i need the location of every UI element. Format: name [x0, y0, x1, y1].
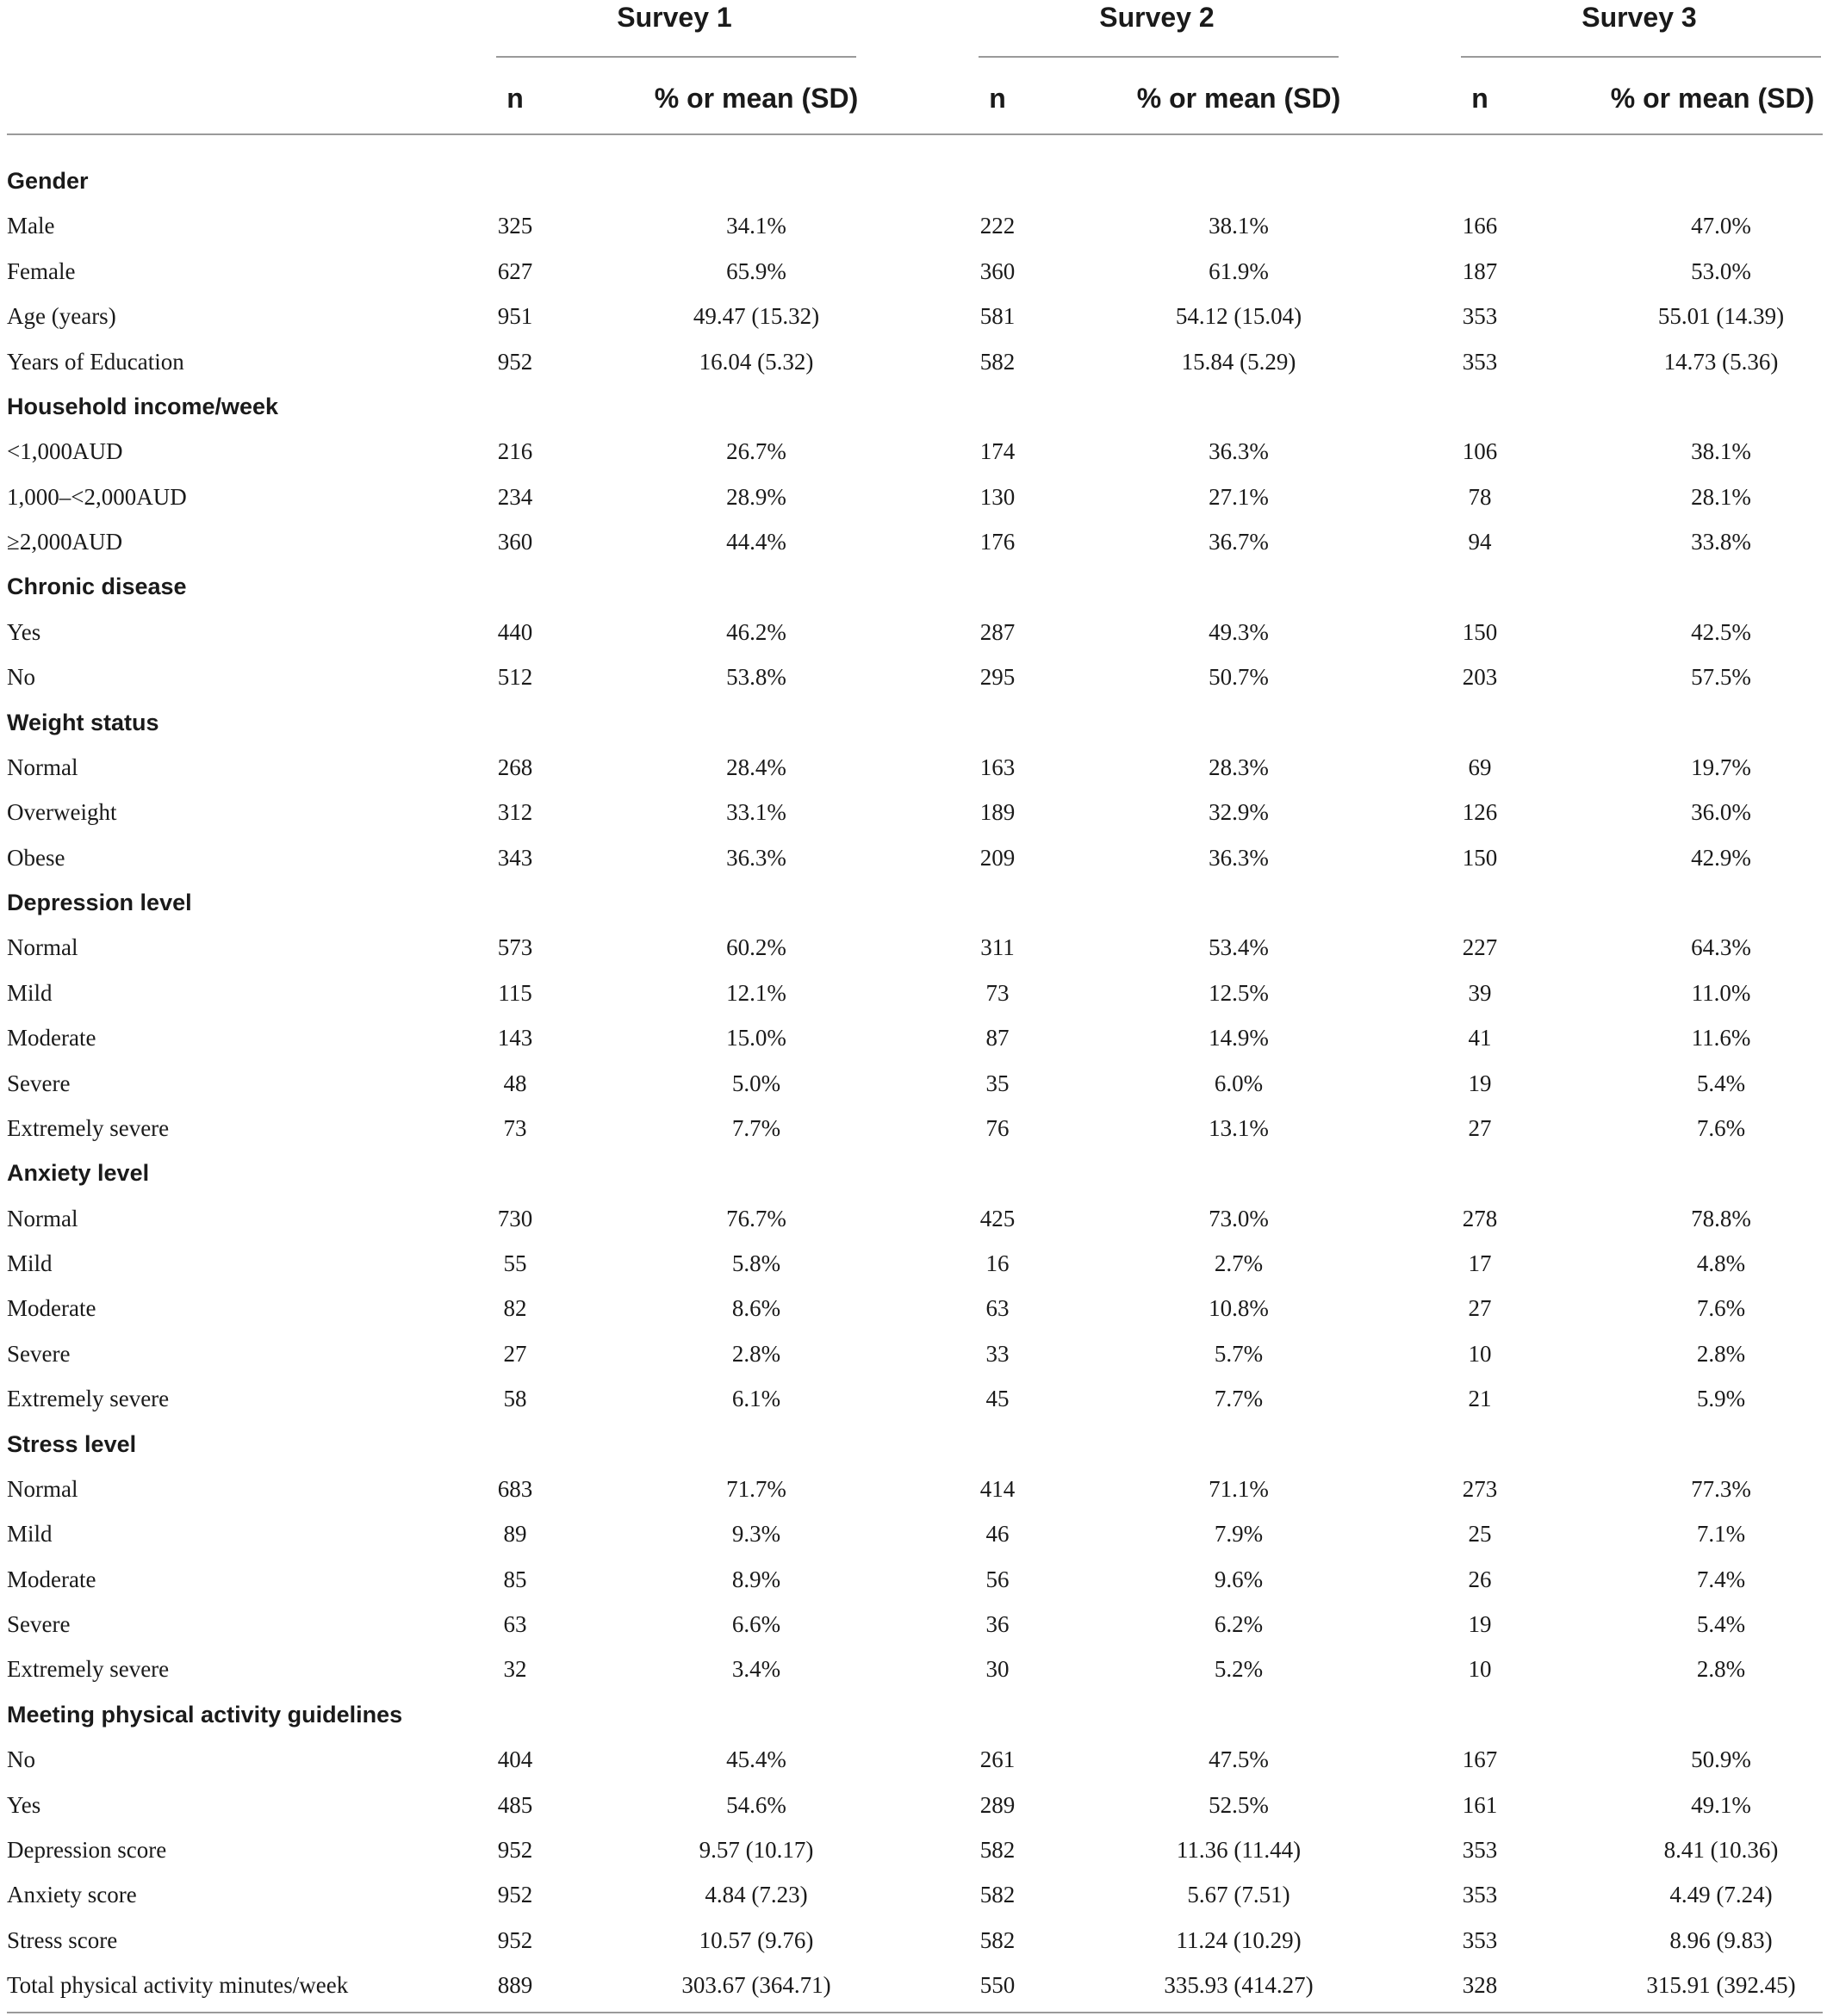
- section-label: Household income/week: [7, 393, 279, 419]
- survey-1-n-cell: 889: [497, 1972, 533, 1998]
- table-row: [7, 1467, 1823, 1511]
- section-header-row: [7, 1692, 1823, 1737]
- survey-3-stat-cell: 57.5%: [1691, 664, 1751, 691]
- row-label: Stress score: [7, 1926, 118, 1953]
- survey-3-n-cell: 27: [1468, 1114, 1492, 1141]
- row-label: Severe: [7, 1340, 71, 1367]
- survey-1-n-cell: 952: [497, 348, 533, 375]
- survey-3-stat-cell: 8.96 (9.83): [1669, 1926, 1773, 1953]
- section-header-row: [7, 1422, 1823, 1467]
- survey-3-stat-cell: 36.0%: [1691, 799, 1751, 826]
- row-label: Moderate: [7, 1025, 96, 1051]
- survey-1-n-cell: 143: [497, 1025, 533, 1051]
- survey-2-stat-cell: 73.0%: [1209, 1205, 1269, 1231]
- survey-1-n-cell: 85: [503, 1566, 527, 1592]
- survey-3-stat-cell: 315.91 (392.45): [1646, 1972, 1796, 1998]
- survey-2-n-cell: 582: [979, 348, 1016, 375]
- survey-3-n-cell: 167: [1462, 1746, 1498, 1773]
- survey-1-n-cell: 573: [497, 934, 533, 961]
- survey-3-n-cell: 278: [1462, 1205, 1498, 1231]
- row-label: Overweight: [7, 799, 117, 826]
- table-row: [7, 1827, 1823, 1872]
- survey-1-n-cell: 952: [497, 1836, 533, 1863]
- section-label: Meeting physical activity guidelines: [7, 1701, 403, 1728]
- table-row: [7, 1106, 1823, 1151]
- section-header-row: [7, 1151, 1823, 1195]
- survey-2-stat-cell: 54.12 (15.04): [1175, 303, 1302, 330]
- survey-3-n-cell: 27: [1468, 1295, 1492, 1322]
- survey-3-n-cell: 19: [1468, 1611, 1492, 1637]
- table-row: [7, 475, 1823, 519]
- survey-1-stat-cell: 45.4%: [726, 1746, 786, 1773]
- survey-1-n-cell: 952: [497, 1926, 533, 1953]
- section-header-row: [7, 700, 1823, 745]
- section-header-row: [7, 564, 1823, 609]
- row-label: Anxiety score: [7, 1882, 137, 1908]
- survey-1-stat-cell: 71.7%: [726, 1475, 786, 1502]
- survey-3-stat-cell: 5.9%: [1696, 1386, 1746, 1412]
- survey-1-n-cell: 360: [497, 529, 533, 555]
- survey-3-stat-cell: 7.6%: [1696, 1114, 1746, 1141]
- section-header-row: [7, 880, 1823, 925]
- row-label: Severe: [7, 1070, 71, 1096]
- table-row: [7, 925, 1823, 970]
- survey-1-stat-cell: 7.7%: [731, 1114, 781, 1141]
- survey-3-n-cell: 353: [1462, 1836, 1498, 1863]
- survey-1-n-cell: 63: [503, 1611, 527, 1637]
- survey-3-stat-cell: 53.0%: [1691, 257, 1751, 284]
- survey-3-n-cell: 150: [1462, 844, 1498, 871]
- survey-3-n-cell: 353: [1462, 348, 1498, 375]
- survey-2-n-cell: 222: [979, 213, 1016, 239]
- survey-1-n-cell: 27: [503, 1340, 527, 1367]
- survey-1-n-cell: 730: [497, 1205, 533, 1231]
- row-label: Female: [7, 257, 76, 284]
- survey-1-stat-cell: 6.6%: [731, 1611, 781, 1637]
- survey-2-stat-cell: 27.1%: [1209, 483, 1269, 510]
- survey-2-stat-cell: 5.7%: [1214, 1340, 1264, 1367]
- survey-2-n-cell: 16: [985, 1250, 1010, 1276]
- survey-2-n-cell: 174: [979, 438, 1016, 465]
- survey-1-n-cell: 115: [498, 979, 532, 1006]
- survey-3-n-cell: 25: [1468, 1521, 1492, 1548]
- survey-1-n-cell: 234: [497, 483, 533, 510]
- table-row: [7, 203, 1823, 248]
- survey-3-stat-cell: 42.9%: [1691, 844, 1751, 871]
- survey-3-stat-cell: 64.3%: [1691, 934, 1751, 961]
- survey-2-n-cell: 581: [979, 303, 1016, 330]
- survey-1-n-cell: 343: [497, 844, 533, 871]
- header-rule: [7, 133, 1823, 135]
- survey-1-stat-cell: 8.9%: [731, 1566, 781, 1592]
- survey-2-n-cell: 360: [979, 257, 1016, 284]
- survey-1-stat-cell: 12.1%: [726, 979, 786, 1006]
- survey-1-n-cell: 216: [497, 438, 533, 465]
- row-label: Yes: [7, 618, 41, 645]
- survey-3-n-cell: 106: [1462, 438, 1498, 465]
- survey-3-n-cell: 10: [1468, 1656, 1492, 1683]
- survey-1-stat-cell: 6.1%: [731, 1386, 781, 1412]
- survey-2-stat-cell: 10.8%: [1209, 1295, 1269, 1322]
- survey-3-n-cell: 39: [1468, 979, 1492, 1006]
- survey-3-stat-cell: 33.8%: [1691, 529, 1751, 555]
- table-row: [7, 1376, 1823, 1421]
- survey-2-stat-cell: 11.36 (11.44): [1176, 1836, 1302, 1863]
- survey-1-stat-cell: 2.8%: [731, 1340, 781, 1367]
- table-row: [7, 1331, 1823, 1376]
- survey-3-n-cell: 17: [1468, 1250, 1492, 1276]
- row-label: Severe: [7, 1611, 71, 1637]
- survey-2-stat-cell: 36.3%: [1209, 438, 1269, 465]
- survey-2-stat-cell: 36.7%: [1209, 529, 1269, 555]
- survey-2-stat-cell: 14.9%: [1209, 1025, 1269, 1051]
- row-label: Extremely severe: [7, 1656, 170, 1683]
- survey-3-stat-cell: 4.49 (7.24): [1669, 1882, 1773, 1908]
- survey-1-n-cell: 32: [503, 1656, 527, 1683]
- survey-1-stat-cell: 65.9%: [726, 257, 786, 284]
- survey-2-n-cell: 87: [985, 1025, 1010, 1051]
- survey-1-n-cell: 485: [497, 1791, 533, 1818]
- table-row: [7, 1918, 1823, 1963]
- table-row: [7, 790, 1823, 834]
- survey-3-n-cell: 10: [1468, 1340, 1492, 1367]
- row-label: Normal: [7, 1475, 78, 1502]
- survey-2-n-cell: 30: [985, 1656, 1010, 1683]
- survey-1-n-cell: 48: [503, 1070, 527, 1096]
- survey-3-n-cell: 26: [1468, 1566, 1492, 1592]
- survey-1-n-cell: 58: [503, 1386, 527, 1412]
- survey-3-stat-cell: 38.1%: [1691, 438, 1751, 465]
- survey-1-stat-cell: 46.2%: [726, 618, 786, 645]
- survey-1-n-cell: 325: [497, 213, 533, 239]
- survey-2-stat-header: % or mean (SD): [1136, 83, 1341, 114]
- survey-3-stat-cell: 42.5%: [1691, 618, 1751, 645]
- row-label: Normal: [7, 754, 78, 780]
- survey-1-n-cell: 55: [503, 1250, 527, 1276]
- table-row: [7, 1963, 1823, 2007]
- survey-3-stat-cell: 11.0%: [1691, 979, 1751, 1006]
- survey-3-n-cell: 353: [1462, 1926, 1498, 1953]
- survey-2-n-cell: 289: [979, 1791, 1016, 1818]
- survey-3-n-cell: 69: [1468, 754, 1492, 780]
- section-label: Depression level: [7, 890, 192, 915]
- survey-2-header: Survey 2: [1099, 2, 1215, 33]
- survey-1-stat-cell: 16.04 (5.32): [699, 348, 814, 375]
- survey-2-underline: [979, 56, 1339, 58]
- survey-1-stat-header: % or mean (SD): [654, 83, 859, 114]
- table-row: [7, 1286, 1823, 1331]
- survey-3-n-cell: 161: [1462, 1791, 1498, 1818]
- bottom-rule: [7, 2012, 1823, 2013]
- survey-2-stat-cell: 335.93 (414.27): [1164, 1972, 1314, 1998]
- survey-1-stat-cell: 44.4%: [726, 529, 786, 555]
- survey-3-stat-header: % or mean (SD): [1610, 83, 1815, 114]
- survey-1-stat-cell: 28.4%: [726, 754, 786, 780]
- survey-2-stat-cell: 7.9%: [1214, 1521, 1264, 1548]
- survey-3-n-cell: 273: [1462, 1475, 1498, 1502]
- survey-3-stat-cell: 7.1%: [1696, 1521, 1746, 1548]
- table-row: [7, 1015, 1823, 1060]
- survey-1-stat-cell: 26.7%: [726, 438, 786, 465]
- survey-3-stat-cell: 19.7%: [1691, 754, 1751, 780]
- table-row: [7, 429, 1823, 474]
- survey-2-stat-cell: 9.6%: [1214, 1566, 1264, 1592]
- survey-2-n-cell: 45: [985, 1386, 1010, 1412]
- table-row: [7, 654, 1823, 699]
- survey-1-stat-cell: 36.3%: [726, 844, 786, 871]
- row-label: ≥2,000AUD: [7, 529, 123, 555]
- survey-2-n-cell: 295: [979, 664, 1016, 691]
- survey-2-stat-cell: 50.7%: [1209, 664, 1269, 691]
- row-label: Age (years): [7, 303, 116, 330]
- survey-2-stat-cell: 71.1%: [1209, 1475, 1269, 1502]
- table-row: [7, 1783, 1823, 1827]
- survey-2-n-cell: 550: [979, 1972, 1016, 1998]
- row-label: Depression score: [7, 1836, 167, 1863]
- row-label: Normal: [7, 1205, 78, 1231]
- survey-2-n-cell: 63: [985, 1295, 1010, 1322]
- survey-3-stat-cell: 47.0%: [1691, 213, 1751, 239]
- section-label: Chronic disease: [7, 574, 187, 600]
- survey-2-n-cell: 76: [985, 1114, 1010, 1141]
- table-row: [7, 1557, 1823, 1602]
- survey-3-stat-cell: 5.4%: [1696, 1070, 1746, 1096]
- survey-2-n-cell: 582: [979, 1882, 1016, 1908]
- row-label: Moderate: [7, 1295, 96, 1322]
- survey-3-n-cell: 41: [1468, 1025, 1492, 1051]
- survey-1-n-cell: 951: [497, 303, 533, 330]
- table-row: [7, 249, 1823, 294]
- survey-1-n-cell: 683: [497, 1475, 533, 1502]
- row-label: Mild: [7, 1250, 53, 1276]
- survey-3-stat-cell: 4.8%: [1696, 1250, 1746, 1276]
- survey-2-n-cell: 414: [979, 1475, 1016, 1502]
- survey-2-stat-cell: 2.7%: [1214, 1250, 1264, 1276]
- survey-1-stat-cell: 76.7%: [726, 1205, 786, 1231]
- table-row: [7, 1872, 1823, 1917]
- survey-2-stat-cell: 12.5%: [1209, 979, 1269, 1006]
- survey-1-n-cell: 312: [497, 799, 533, 826]
- row-label: Obese: [7, 844, 65, 871]
- survey-1-stat-cell: 5.8%: [731, 1250, 781, 1276]
- table-row: [7, 835, 1823, 880]
- survey-1-n-cell: 440: [497, 618, 533, 645]
- survey-1-n-cell: 73: [503, 1114, 527, 1141]
- survey-3-n-cell: 78: [1468, 483, 1492, 510]
- row-label: Extremely severe: [7, 1386, 170, 1412]
- survey-2-stat-cell: 32.9%: [1209, 799, 1269, 826]
- survey-2-stat-cell: 5.2%: [1214, 1656, 1264, 1683]
- survey-2-n-header: n: [989, 83, 1006, 114]
- survey-1-stat-cell: 5.0%: [731, 1070, 781, 1096]
- survey-3-stat-cell: 11.6%: [1691, 1025, 1751, 1051]
- row-label: 1,000–<2,000AUD: [7, 483, 187, 510]
- survey-1-stat-cell: 34.1%: [726, 213, 786, 239]
- survey-2-n-cell: 425: [979, 1205, 1016, 1231]
- survey-3-n-header: n: [1471, 83, 1488, 114]
- survey-1-n-cell: 404: [497, 1746, 533, 1773]
- survey-2-stat-cell: 28.3%: [1209, 754, 1269, 780]
- table-row: [7, 610, 1823, 654]
- survey-1-stat-cell: 4.84 (7.23): [705, 1882, 808, 1908]
- survey-2-n-cell: 36: [985, 1611, 1010, 1637]
- survey-1-stat-cell: 8.6%: [731, 1295, 781, 1322]
- survey-3-n-cell: 150: [1462, 618, 1498, 645]
- survey-3-stat-cell: 78.8%: [1691, 1205, 1751, 1231]
- survey-3-stat-cell: 5.4%: [1696, 1611, 1746, 1637]
- section-label: Anxiety level: [7, 1160, 150, 1187]
- row-label: Yes: [7, 1791, 41, 1818]
- survey-1-stat-cell: 33.1%: [726, 799, 786, 826]
- survey-2-stat-cell: 6.0%: [1214, 1070, 1264, 1096]
- survey-2-stat-cell: 6.2%: [1214, 1611, 1264, 1637]
- survey-2-n-cell: 56: [985, 1566, 1010, 1592]
- survey-3-n-cell: 187: [1462, 257, 1498, 284]
- survey-3-n-cell: 353: [1462, 1882, 1498, 1908]
- survey-1-stat-cell: 3.4%: [731, 1656, 781, 1683]
- survey-2-n-cell: 73: [985, 979, 1010, 1006]
- survey-2-n-cell: 287: [979, 618, 1016, 645]
- row-label: Mild: [7, 979, 53, 1006]
- survey-1-header: Survey 1: [617, 2, 732, 33]
- survey-2-n-cell: 130: [979, 483, 1016, 510]
- survey-3-n-cell: 21: [1468, 1386, 1492, 1412]
- survey-2-n-cell: 261: [979, 1746, 1016, 1773]
- survey-3-stat-cell: 7.6%: [1696, 1295, 1746, 1322]
- survey-2-n-cell: 189: [979, 799, 1016, 826]
- section-label: Gender: [7, 168, 89, 194]
- survey-2-n-cell: 46: [985, 1521, 1010, 1548]
- survey-2-n-cell: 582: [979, 1926, 1016, 1953]
- survey-2-n-cell: 176: [979, 529, 1016, 555]
- row-label: Total physical activity minutes/week: [7, 1972, 349, 1998]
- table-row: [7, 1511, 1823, 1556]
- survey-3-stat-cell: 49.1%: [1691, 1791, 1751, 1818]
- row-label: Years of Education: [7, 348, 184, 375]
- row-label: No: [7, 664, 35, 691]
- survey-1-stat-cell: 53.8%: [726, 664, 786, 691]
- survey-1-stat-cell: 303.67 (364.71): [681, 1972, 831, 1998]
- survey-2-stat-cell: 49.3%: [1209, 618, 1269, 645]
- survey-1-n-cell: 512: [497, 664, 533, 691]
- survey-2-n-cell: 35: [985, 1070, 1010, 1096]
- survey-3-header: Survey 3: [1582, 2, 1697, 33]
- survey-2-stat-cell: 52.5%: [1209, 1791, 1269, 1818]
- row-label: Male: [7, 213, 55, 239]
- survey-1-stat-cell: 9.57 (10.17): [699, 1836, 814, 1863]
- table-row: [7, 1737, 1823, 1782]
- row-label: Extremely severe: [7, 1114, 170, 1141]
- survey-3-n-cell: 227: [1462, 934, 1498, 961]
- survey-3-stat-cell: 8.41 (10.36): [1663, 1836, 1779, 1863]
- table-row: [7, 1241, 1823, 1286]
- survey-2-stat-cell: 53.4%: [1209, 934, 1269, 961]
- survey-1-n-cell: 952: [497, 1882, 533, 1908]
- survey-3-n-cell: 203: [1462, 664, 1498, 691]
- survey-2-n-cell: 311: [980, 934, 1015, 961]
- table-body: [7, 158, 1823, 2007]
- table-row: [7, 1647, 1823, 1691]
- section-label: Stress level: [7, 1430, 137, 1457]
- survey-1-stat-cell: 49.47 (15.32): [693, 303, 820, 330]
- table-row: [7, 1061, 1823, 1106]
- survey-3-stat-cell: 50.9%: [1691, 1746, 1751, 1773]
- survey-3-stat-cell: 55.01 (14.39): [1657, 303, 1785, 330]
- survey-1-stat-cell: 54.6%: [726, 1791, 786, 1818]
- row-label: No: [7, 1746, 35, 1773]
- survey-1-n-cell: 89: [503, 1521, 527, 1548]
- survey-2-stat-cell: 5.67 (7.51): [1187, 1882, 1290, 1908]
- table-row: [7, 971, 1823, 1015]
- survey-2-stat-cell: 15.84 (5.29): [1181, 348, 1296, 375]
- survey-1-n-cell: 82: [503, 1295, 527, 1322]
- section-header-row: [7, 158, 1823, 203]
- survey-3-stat-cell: 2.8%: [1696, 1656, 1746, 1683]
- survey-2-stat-cell: 61.9%: [1209, 257, 1269, 284]
- table-row: [7, 745, 1823, 790]
- survey-2-stat-cell: 38.1%: [1209, 213, 1269, 239]
- survey-3-n-cell: 19: [1468, 1070, 1492, 1096]
- section-header-row: [7, 384, 1823, 429]
- survey-3-stat-cell: 7.4%: [1696, 1566, 1746, 1592]
- row-label: Mild: [7, 1521, 53, 1548]
- survey-2-n-cell: 582: [979, 1836, 1016, 1863]
- survey-3-stat-cell: 14.73 (5.36): [1663, 348, 1779, 375]
- row-label: Normal: [7, 934, 78, 961]
- survey-1-stat-cell: 60.2%: [726, 934, 786, 961]
- survey-3-stat-cell: 28.1%: [1691, 483, 1751, 510]
- survey-3-underline: [1461, 56, 1821, 58]
- survey-1-stat-cell: 10.57 (9.76): [699, 1926, 814, 1953]
- survey-2-stat-cell: 7.7%: [1214, 1386, 1264, 1412]
- survey-3-n-cell: 328: [1462, 1972, 1498, 1998]
- table-row: [7, 339, 1823, 384]
- survey-2-stat-cell: 36.3%: [1209, 844, 1269, 871]
- row-label: <1,000AUD: [7, 438, 123, 465]
- table-row: [7, 1602, 1823, 1647]
- table-row: [7, 519, 1823, 564]
- survey-3-stat-cell: 77.3%: [1691, 1475, 1751, 1502]
- survey-1-n-cell: 268: [497, 754, 533, 780]
- survey-2-n-cell: 163: [979, 754, 1016, 780]
- survey-1-underline: [496, 56, 856, 58]
- survey-1-stat-cell: 28.9%: [726, 483, 786, 510]
- survey-2-stat-cell: 11.24 (10.29): [1176, 1926, 1302, 1953]
- survey-3-n-cell: 126: [1462, 799, 1498, 826]
- survey-1-stat-cell: 15.0%: [726, 1025, 786, 1051]
- survey-3-stat-cell: 2.8%: [1696, 1340, 1746, 1367]
- row-label: Moderate: [7, 1566, 96, 1592]
- survey-3-n-cell: 94: [1468, 529, 1492, 555]
- survey-1-stat-cell: 9.3%: [731, 1521, 781, 1548]
- survey-3-n-cell: 166: [1462, 213, 1498, 239]
- survey-3-n-cell: 353: [1462, 303, 1498, 330]
- survey-1-n-header: n: [506, 83, 524, 114]
- survey-1-n-cell: 627: [497, 257, 533, 284]
- section-label: Weight status: [7, 709, 159, 735]
- table-row: [7, 294, 1823, 338]
- survey-2-stat-cell: 13.1%: [1209, 1114, 1269, 1141]
- survey-2-n-cell: 209: [979, 844, 1016, 871]
- table-row: [7, 1196, 1823, 1241]
- survey-2-stat-cell: 47.5%: [1209, 1746, 1269, 1773]
- survey-2-n-cell: 33: [985, 1340, 1010, 1367]
